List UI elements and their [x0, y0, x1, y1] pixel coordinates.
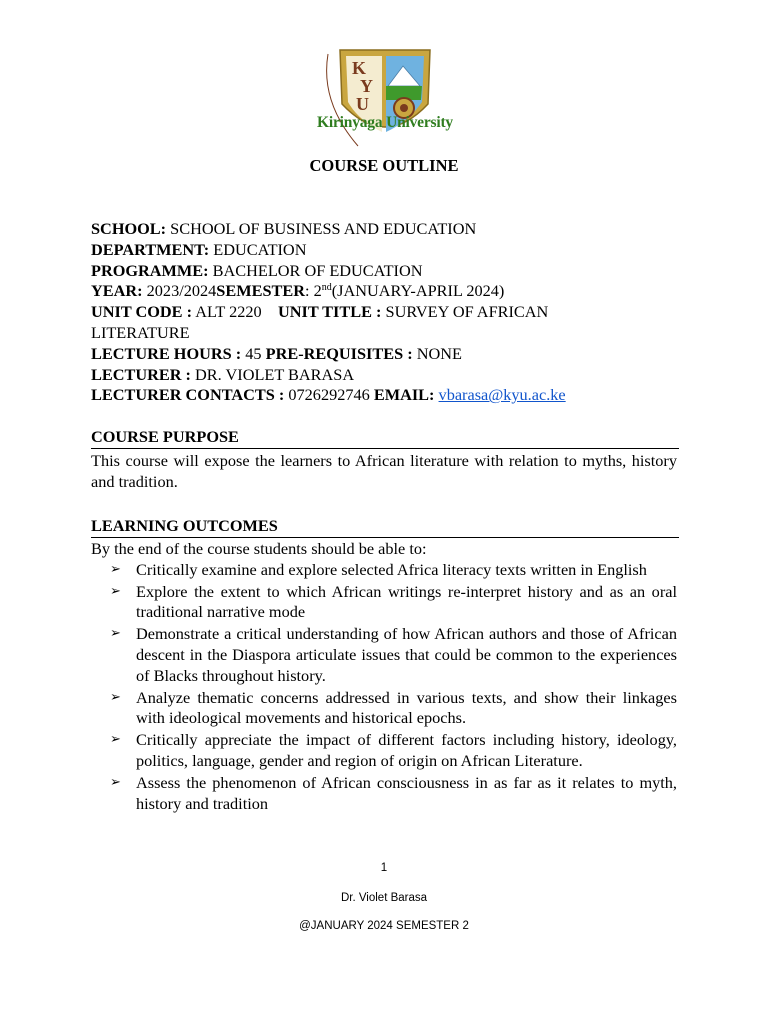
footer-author: Dr. Violet Barasa — [340, 892, 428, 904]
footer-semester-note: @JANUARY 2024 SEMESTER 2 — [299, 920, 469, 932]
arrow-bullet-icon: ➢ — [110, 626, 121, 642]
arrow-bullet-icon: ➢ — [110, 561, 121, 577]
course-info — [91, 219, 681, 406]
outcome-text: Critically examine and explore selected Africa literacy texts written in English — [136, 559, 647, 579]
outcome-text: Demonstrate a critical understanding of how African authors and those of African descent in the Diaspora articulate issues that could be common to the experiences of Blacks throughout history. — [136, 624, 677, 685]
school-row — [91, 219, 681, 240]
department-value: EDUCATION — [213, 239, 307, 259]
unit-row — [91, 302, 681, 323]
email-label: EMAIL: — [373, 385, 435, 405]
outcome-text: Critically appreciate the impact of different factors including history, ideology, politics, language, gender and region of origin on African Literature. — [136, 730, 677, 770]
contacts-row — [91, 385, 681, 406]
contacts-value: 0726292746 — [288, 385, 370, 405]
outcome-text: Assess the phenomenon of African consciousness in as far as it relates to myth, history and tradition — [136, 772, 677, 813]
university-logo — [300, 42, 470, 154]
svg-text:K: K — [352, 58, 367, 78]
list-item — [91, 730, 677, 772]
semester-value: (JANUARY-APRIL 2024) — [331, 281, 505, 301]
outcomes-list — [91, 560, 677, 815]
unit-code-label: UNIT CODE : — [91, 302, 193, 322]
year-value: 2023/2024 — [146, 281, 217, 301]
lecturer-value: DR. VIOLET BARASA — [195, 364, 355, 384]
learning-outcomes — [91, 539, 677, 815]
prereq-label: PRE-REQUISITES : — [265, 343, 413, 363]
department-label: DEPARTMENT: — [91, 239, 210, 259]
prereq-value: NONE — [416, 343, 462, 363]
lecturer-row — [91, 365, 681, 386]
lecturer-label: LECTURER : — [91, 364, 191, 384]
svg-text:U: U — [356, 94, 369, 114]
course-purpose-text: This course will expose the learners to African literature with relation to myths, history and tradition. — [91, 451, 677, 491]
learning-outcomes-heading: LEARNING OUTCOMES — [91, 516, 679, 538]
arrow-bullet-icon: ➢ — [110, 732, 121, 748]
programme-label: PROGRAMME: — [91, 260, 209, 280]
programme-row — [91, 261, 681, 282]
programme-value: BACHELOR OF EDUCATION — [212, 260, 423, 280]
semester-prefix: : 2 — [304, 281, 322, 301]
school-value: SCHOOL OF BUSINESS AND EDUCATION — [170, 219, 477, 238]
list-item — [91, 582, 677, 624]
outcome-text: Analyze thematic concerns addressed in various texts, and show their linkages with ideological movements and historical epochs. — [136, 687, 677, 728]
arrow-bullet-icon: ➢ — [110, 774, 121, 790]
unit-title-value: SURVEY OF AFRICAN — [385, 302, 549, 322]
list-item — [91, 560, 677, 581]
university-name: Kirinyaga University — [317, 114, 453, 131]
course-purpose-heading: COURSE PURPOSE — [91, 427, 679, 449]
school-label: SCHOOL: — [91, 219, 167, 238]
list-item — [91, 773, 677, 815]
arrow-bullet-icon: ➢ — [110, 583, 121, 599]
list-item — [91, 624, 677, 686]
semester-sup: nd — [321, 282, 332, 294]
unit-title-continued: LITERATURE — [91, 322, 190, 342]
outcomes-intro: By the end of the course students should be able to: — [91, 539, 427, 558]
svg-text:Y: Y — [360, 76, 373, 96]
kyu-shield-logo-icon — [300, 42, 470, 154]
year-row — [91, 281, 681, 302]
lecture-hours-value: 45 — [245, 343, 262, 363]
email-link[interactable]: vbarasa@kyu.ac.ke — [438, 385, 566, 405]
lecture-hours-label: LECTURE HOURS : — [91, 343, 242, 363]
semester-label: SEMESTER — [216, 281, 305, 301]
page-title: COURSE OUTLINE — [309, 156, 459, 175]
contacts-label: LECTURER CONTACTS : — [91, 385, 285, 405]
department-row — [91, 240, 681, 261]
page-number: 1 — [380, 862, 388, 874]
unit-code-value: ALT 2220 — [195, 302, 262, 322]
lecture-hours-row — [91, 344, 681, 365]
arrow-bullet-icon: ➢ — [110, 689, 121, 705]
outcome-text: Explore the extent to which African writings re-interpret history and as an oral traditional narrative mode — [136, 581, 677, 622]
year-label: YEAR: — [91, 281, 143, 301]
list-item — [91, 688, 677, 730]
unit-title-label: UNIT TITLE : — [277, 302, 382, 322]
